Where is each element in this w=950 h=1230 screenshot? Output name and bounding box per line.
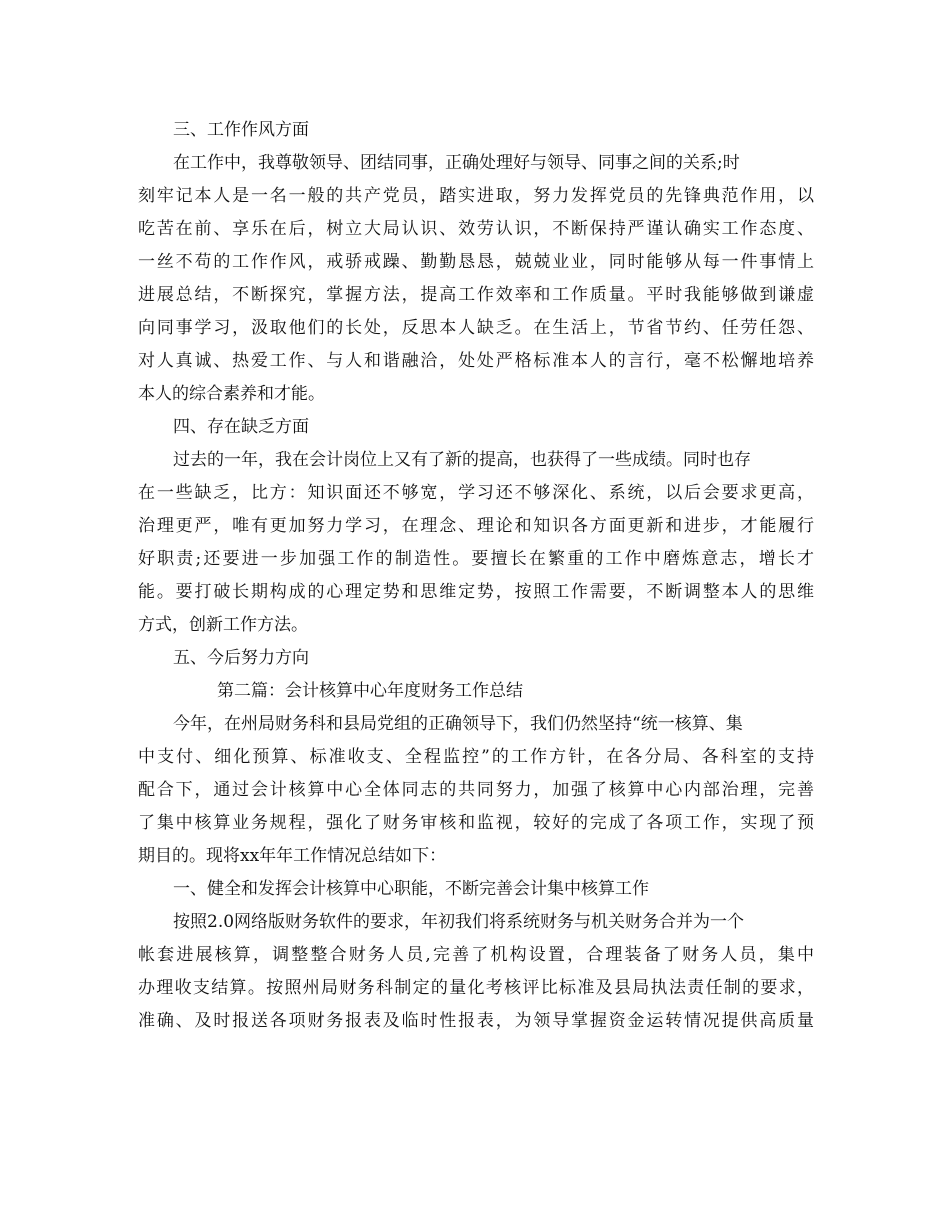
paragraph-line: 帐套进展核算，调整整合财务人员,完善了机构设置，合理装备了财务人员，集中 xyxy=(138,945,814,965)
paragraph-line: 了集中核算业务规程，强化了财务审核和监视，较好的完成了各项工作，实现了预 xyxy=(138,813,814,833)
paragraph-line: 进展总结，不断探究，掌握方法，提高工作效率和工作质量。平时我能够做到谦虚 xyxy=(138,285,814,305)
paragraph-line: 办理收支结算。按照州局财务科制定的量化考核评比标准及县局执法责任制的要求， xyxy=(138,978,814,998)
paragraph-line: 刻牢记本人是一名一般的共产党员，踏实进取，努力发挥党员的先锋典范作用，以 xyxy=(138,186,814,206)
paragraph-line: 向同事学习，汲取他们的长处，反思本人缺乏。在生活上，节省节约、任劳任怨、 xyxy=(138,318,814,338)
paragraph-line: 按照2.0网络版财务软件的要求，年初我们将系统财务与机关财务合并为一个 xyxy=(173,912,745,932)
paragraph-line: 治理更严，唯有更加努力学习，在理念、理论和知识各方面更新和进步，才能履行 xyxy=(138,516,814,536)
paragraph-line: 今年，在州局财务科和县局党组的正确领导下，我们仍然坚持“统一核算、集 xyxy=(173,714,743,734)
paragraph-line: 好职责;还要进一步加强工作的制造性。要擅长在繁重的工作中磨炼意志，增长才 xyxy=(138,549,814,569)
part-title: 第二篇：会计核算中心年度财务工作总结 xyxy=(217,681,523,701)
paragraph-line: 在一些缺乏，比方：知识面还不够宽，学习还不够深化、系统，以后会要求更高， xyxy=(138,483,814,503)
paragraph-line: 对人真诚、热爱工作、与人和谐融洽，处处严格标准本人的言行，毫不松懈地培养 xyxy=(138,351,814,371)
section-heading: 一、健全和发挥会计核算中心职能，不断完善会计集中核算工作 xyxy=(173,879,649,899)
section-heading: 五、今后努力方向 xyxy=(173,648,309,668)
section-heading: 四、存在缺乏方面 xyxy=(173,417,309,437)
section-heading: 三、工作作风方面 xyxy=(173,120,309,140)
paragraph-line: 配合下，通过会计核算中心全体同志的共同努力，加强了核算中心内部治理，完善 xyxy=(138,780,814,800)
paragraph-line: 期目的。现将xx年年工作情况总结如下： xyxy=(138,846,447,866)
paragraph-line: 一丝不苟的工作作风，戒骄戒躁、勤勤恳恳，兢兢业业，同时能够从每一件事情上 xyxy=(138,252,814,272)
paragraph-line: 吃苦在前、享乐在后，树立大局认识、效劳认识，不断保持严谨认确实工作态度、 xyxy=(138,219,814,239)
paragraph-line: 能。要打破长期构成的心理定势和思维定势，按照工作需要，不断调整本人的思维 xyxy=(138,582,814,602)
paragraph-line: 中支付、细化预算、标准收支、全程监控”的工作方针，在各分局、各科室的支持 xyxy=(138,747,814,767)
document-body xyxy=(138,114,814,1038)
paragraph-line: 准确、及时报送各项财务报表及临时性报表，为领导掌握资金运转情况提供高质量 xyxy=(138,1011,814,1031)
paragraph-line: 在工作中，我尊敬领导、团结同事，正确处理好与领导、同事之间的关系;时 xyxy=(173,153,740,173)
paragraph-line: 过去的一年，我在会计岗位上又有了新的提高，也获得了一些成绩。同时也存 xyxy=(173,450,751,470)
paragraph-line: 方式，创新工作方法。 xyxy=(138,615,308,635)
paragraph-line: 本人的综合素养和才能。 xyxy=(138,384,325,404)
